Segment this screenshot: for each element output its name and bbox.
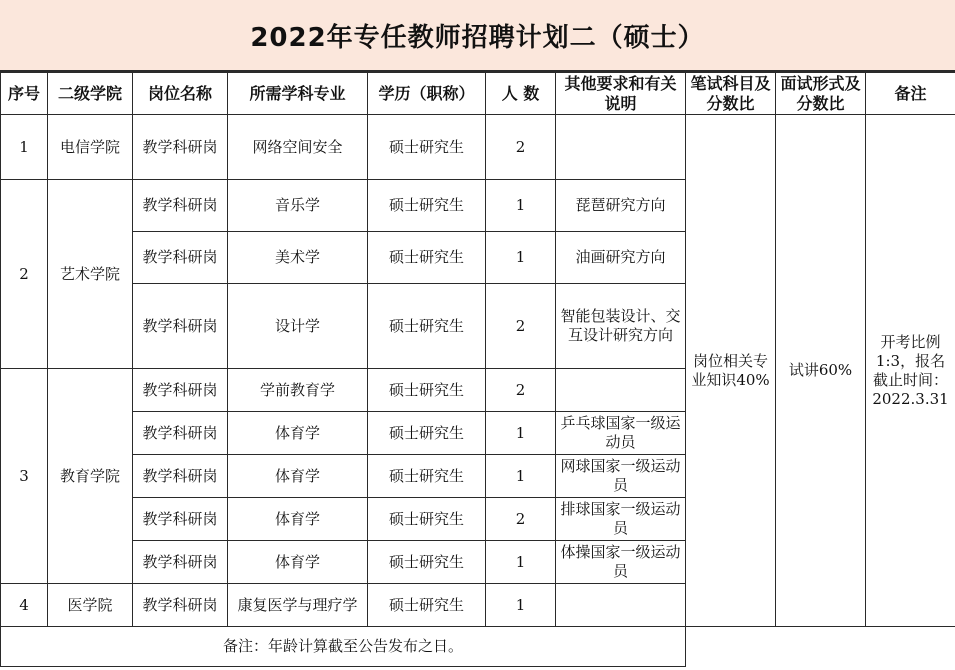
cell-note: 琵琶研究方向 <box>556 180 686 232</box>
sheet-title: 2022年专任教师招聘计划二（硕士） <box>0 0 955 72</box>
remark: 开考比例1:3，报名截止时间：2022.3.31 <box>866 115 955 627</box>
footer-row <box>1 627 955 667</box>
cell-post: 教学科研岗 <box>133 455 228 498</box>
group-no: 2 <box>1 180 48 369</box>
cell-major: 康复医学与理疗学 <box>228 584 368 627</box>
cell-degree: 硕士研究生 <box>368 284 486 369</box>
cell-note: 网球国家一级运动员 <box>556 455 686 498</box>
cell-degree: 硕士研究生 <box>368 180 486 232</box>
cell-count: 2 <box>486 498 556 541</box>
cell-degree: 硕士研究生 <box>368 232 486 284</box>
cell-count: 2 <box>486 115 556 180</box>
header-interview: 面试形式及分数比 <box>776 73 866 115</box>
cell-degree: 硕士研究生 <box>368 369 486 412</box>
group-college: 教育学院 <box>48 369 133 584</box>
cell-degree: 硕士研究生 <box>368 115 486 180</box>
cell-degree: 硕士研究生 <box>368 498 486 541</box>
cell-count: 2 <box>486 284 556 369</box>
cell-post: 教学科研岗 <box>133 180 228 232</box>
cell-count: 1 <box>486 232 556 284</box>
group-no: 3 <box>1 369 48 584</box>
cell-major: 美术学 <box>228 232 368 284</box>
footer-note: 备注：年龄计算截至公告发布之日。 <box>1 627 686 667</box>
header-major: 所需学科专业 <box>228 73 368 115</box>
cell-major: 体育学 <box>228 498 368 541</box>
cell-degree: 硕士研究生 <box>368 541 486 584</box>
header-count: 人 数 <box>486 73 556 115</box>
written-exam: 岗位相关专业知识40% <box>686 115 776 627</box>
cell-degree: 硕士研究生 <box>368 455 486 498</box>
cell-count: 1 <box>486 180 556 232</box>
cell-note: 排球国家一级运动员 <box>556 498 686 541</box>
header-written: 笔试科目及分数比 <box>686 73 776 115</box>
cell-major: 体育学 <box>228 541 368 584</box>
cell-post: 教学科研岗 <box>133 584 228 627</box>
cell-post: 教学科研岗 <box>133 232 228 284</box>
cell-note: 智能包装设计、交互设计研究方向 <box>556 284 686 369</box>
cell-major: 网络空间安全 <box>228 115 368 180</box>
cell-major: 体育学 <box>228 455 368 498</box>
header-notes: 其他要求和有关说明 <box>556 73 686 115</box>
group-no: 1 <box>1 115 48 180</box>
cell-degree: 硕士研究生 <box>368 584 486 627</box>
cell-count: 1 <box>486 455 556 498</box>
cell-note: 体操国家一级运动员 <box>556 541 686 584</box>
cell-post: 教学科研岗 <box>133 541 228 584</box>
cell-major: 音乐学 <box>228 180 368 232</box>
cell-post: 教学科研岗 <box>133 412 228 455</box>
cell-note: 乒乓球国家一级运动员 <box>556 412 686 455</box>
group-college: 电信学院 <box>48 115 133 180</box>
cell-major: 设计学 <box>228 284 368 369</box>
header-post: 岗位名称 <box>133 73 228 115</box>
cell-count: 1 <box>486 412 556 455</box>
header-no: 序号 <box>1 73 48 115</box>
cell-major: 学前教育学 <box>228 369 368 412</box>
cell-post: 教学科研岗 <box>133 369 228 412</box>
header-row <box>1 73 955 115</box>
header-college: 二级学院 <box>48 73 133 115</box>
table-row <box>1 115 955 180</box>
group-college: 艺术学院 <box>48 180 133 369</box>
recruitment-table <box>0 72 955 667</box>
cell-note: 油画研究方向 <box>556 232 686 284</box>
cell-major: 体育学 <box>228 412 368 455</box>
cell-note <box>556 115 686 180</box>
header-degree: 学历（职称） <box>368 73 486 115</box>
cell-post: 教学科研岗 <box>133 498 228 541</box>
interview-format: 试讲60% <box>776 115 866 627</box>
cell-note <box>556 369 686 412</box>
cell-count: 1 <box>486 584 556 627</box>
group-no: 4 <box>1 584 48 627</box>
cell-count: 1 <box>486 541 556 584</box>
footer-blank <box>686 627 955 667</box>
cell-degree: 硕士研究生 <box>368 412 486 455</box>
cell-post: 教学科研岗 <box>133 284 228 369</box>
group-college: 医学院 <box>48 584 133 627</box>
header-remark: 备注 <box>866 73 955 115</box>
cell-note <box>556 584 686 627</box>
cell-post: 教学科研岗 <box>133 115 228 180</box>
cell-count: 2 <box>486 369 556 412</box>
